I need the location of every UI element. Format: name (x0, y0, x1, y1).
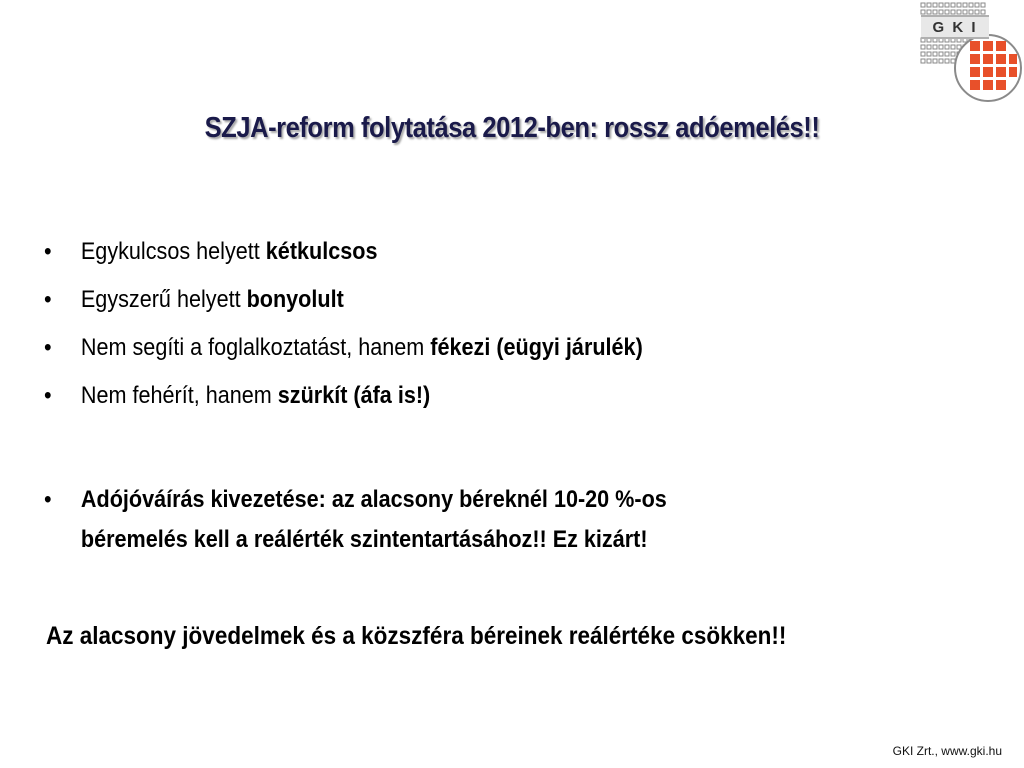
bullet-marker: • (44, 334, 52, 361)
bullet-text: Egyszerű helyett (80, 286, 247, 313)
bullet-emphasis: szürkít (áfa is!) (277, 382, 431, 409)
highlight-line-2: béremelés kell a reálérték szintentartásához!! Ez kizárt! (80, 526, 648, 553)
highlight-line-1: Adójóváírás kivezetése: az alacsony béreknél 10-20 %-os (80, 486, 667, 513)
gki-logo (918, 0, 1024, 108)
bullet-marker: • (44, 382, 52, 409)
bullet-text: Nem segíti a foglalkoztatást, hanem (80, 334, 431, 361)
bullet-marker: • (44, 238, 52, 265)
bullet-emphasis: fékezi (eügyi járulék) (430, 334, 643, 361)
bullet-text: Egykulcsos helyett (80, 238, 266, 265)
bullet-marker: • (44, 286, 52, 313)
bullet-emphasis: kétkulcsos (265, 238, 378, 265)
footer-text: GKI Zrt., www.gki.hu (892, 744, 1002, 758)
bullet-marker: • (44, 486, 52, 513)
bullet-emphasis: bonyolult (246, 286, 344, 313)
conclusion-text: Az alacsony jövedelmek és a közszféra béreinek reálértéke csökken!! (46, 622, 787, 650)
slide-title: SZJA-reform folytatása 2012-ben: rossz adóemelés!! (204, 112, 820, 144)
bullet-text: Nem fehérít, hanem (80, 382, 278, 409)
logo-wordmark: G K I (921, 15, 989, 39)
